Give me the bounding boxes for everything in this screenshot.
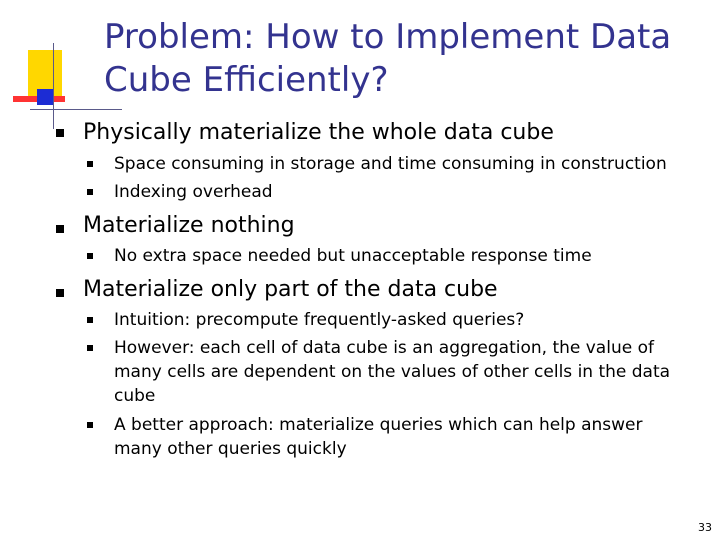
bullet-2-text: Materialize nothing: [83, 213, 295, 238]
sub-bullet-marker: [87, 161, 93, 167]
bullet-marker: [56, 129, 64, 137]
slide-title: [104, 16, 704, 102]
bullet-3-sub-1: Intuition: precompute frequently-asked queries?: [114, 310, 525, 330]
bullet-1-sub-2: Indexing overhead: [114, 182, 273, 202]
sub-bullet-marker: [87, 345, 93, 351]
sub-bullet-marker: [87, 253, 93, 259]
bullet-2-sub-1: No extra space needed but unacceptable response time: [114, 246, 592, 266]
decor-horizontal-line: [30, 109, 122, 110]
sub-bullet-marker: [87, 317, 93, 323]
sub-bullet-marker: [87, 422, 93, 428]
bullet-1-sub-1: Space consuming in storage and time consuming in construction: [114, 154, 667, 174]
sub-bullet-marker: [87, 189, 93, 195]
bullet-marker: [56, 225, 64, 233]
slide-title-line-1: Problem: How to Implement Data: [104, 17, 672, 57]
slide-title-line-2: Cube Efficiently?: [104, 60, 389, 100]
decor-blue-square: [37, 89, 53, 105]
bullet-3-text: Materialize only part of the data cube: [83, 277, 498, 302]
bullet-3-sub-2: However: each cell of data cube is an aggregation, the value of many cells are dependent on the values of other cells in the data cube: [114, 338, 671, 406]
bullet-marker: [56, 289, 64, 297]
bullet-1-text: Physically materialize the whole data cube: [83, 120, 554, 145]
page-number: 33: [698, 521, 712, 534]
bullet-3-sub-3: A better approach: materialize queries which can help answer many other queries quickly: [114, 415, 643, 459]
decor-vertical-line: [53, 43, 54, 129]
